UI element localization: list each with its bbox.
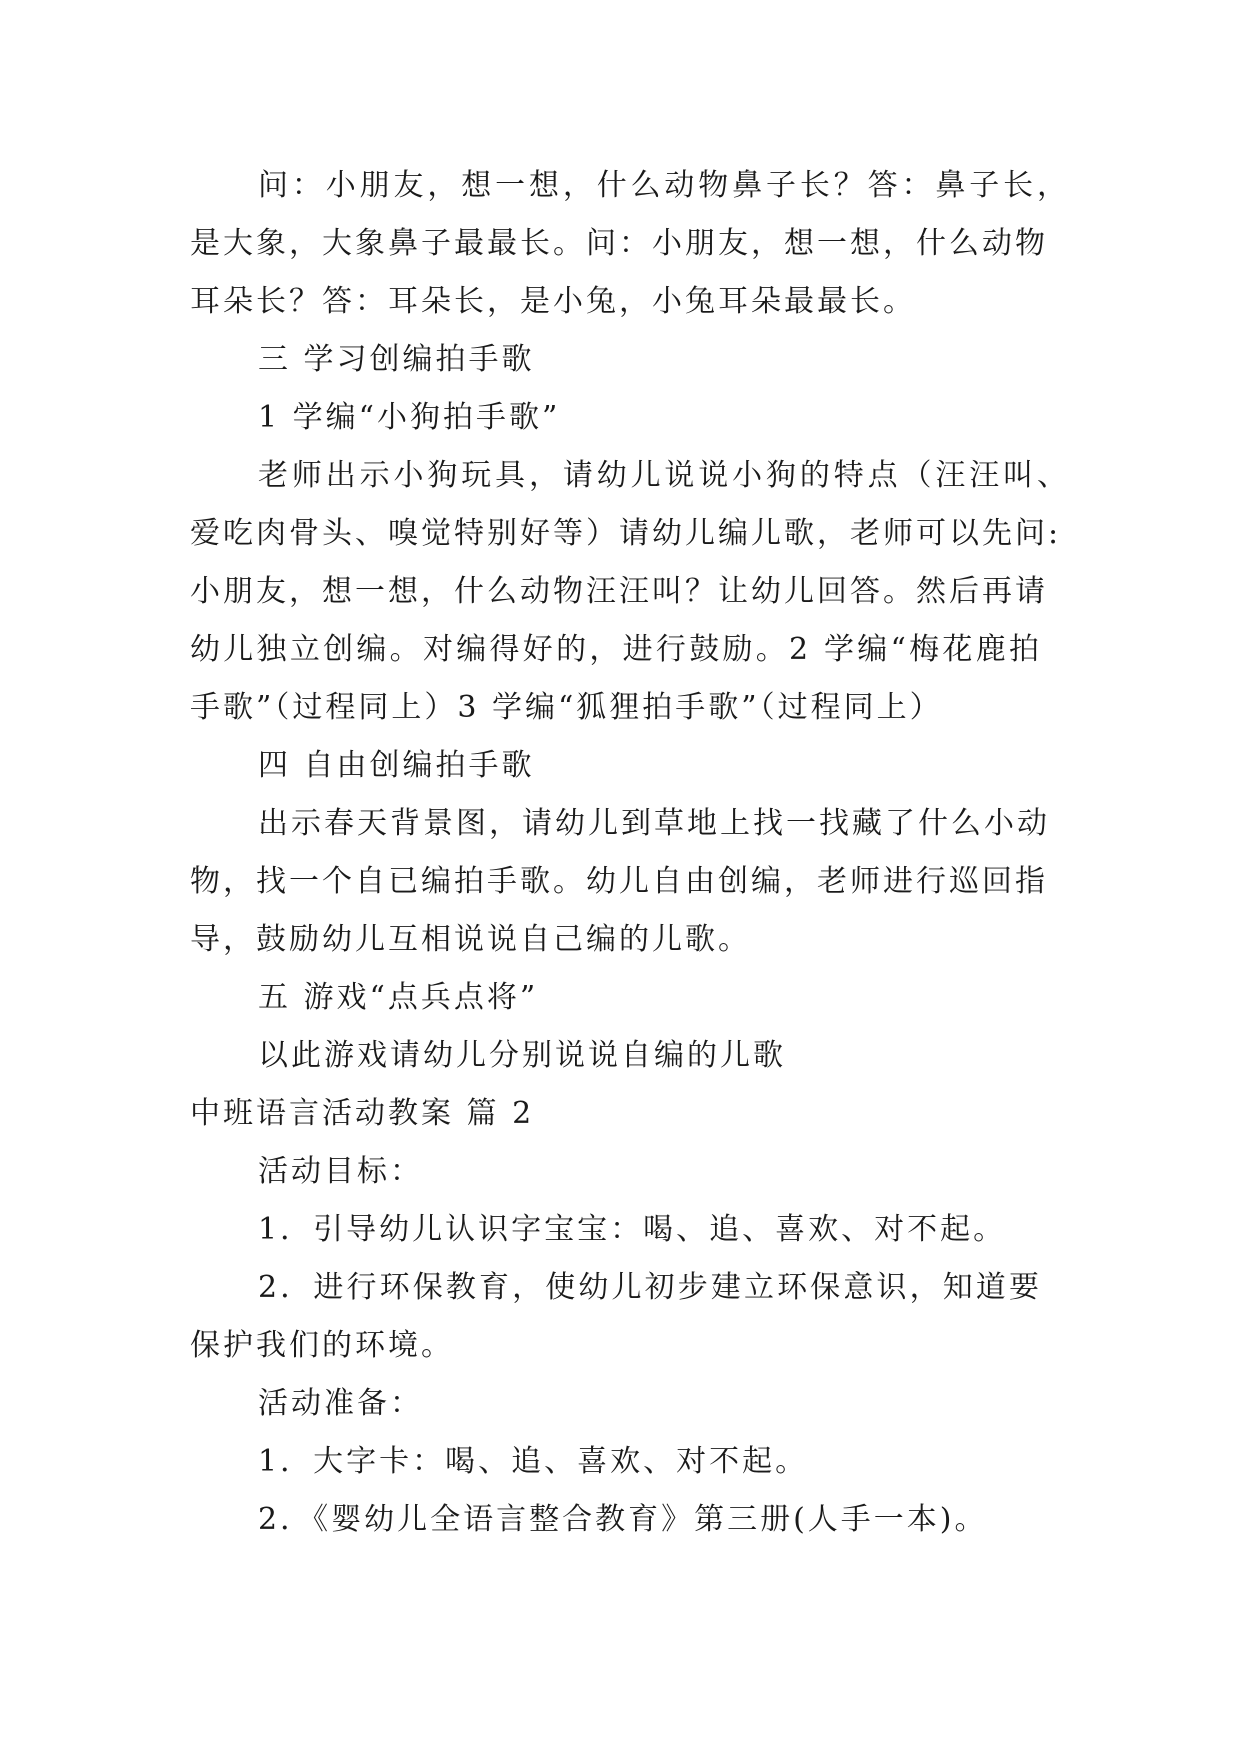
paragraph-line: 以此游戏请幼儿分别说说自编的儿歌 [258,1038,786,1073]
paragraph-line: 老师出示小狗玩具，请幼儿说说小狗的特点（汪汪叫、 [258,458,1070,493]
section-heading: 活动目标： [258,1154,423,1189]
list-item: 2．《婴幼儿全语言整合教育》第三册(人手一本)。 [258,1502,988,1537]
paragraph-line: 爱吃肉骨头、嗅觉特别好等）请幼儿编儿歌，老师可以先问: [190,516,1062,551]
document-title: 中班语言活动教案 篇 2 [190,1096,535,1131]
paragraph-line: 导，鼓励幼儿互相说说自己编的儿歌。 [190,922,751,957]
section-heading: 三 学习创编拍手歌 [258,342,535,377]
section-heading: 五 游戏“点兵点将” [258,980,539,1015]
paragraph-line: 是大象，大象鼻子最最长。问：小朋友，想一想，什么动物 [190,226,1048,261]
list-item-continuation: 保护我们的环境。 [190,1328,454,1363]
list-item: 2．进行环保教育，使幼儿初步建立环保意识，知道要 [258,1270,1042,1305]
paragraph-line: 出示春天背景图，请幼儿到草地上找一找藏了什么小动 [258,806,1050,841]
paragraph-line: 问：小朋友，想一想，什么动物鼻子长？答：鼻子长， [258,168,1070,203]
section-heading: 活动准备： [258,1386,423,1421]
section-heading: 四 自由创编拍手歌 [258,748,535,783]
paragraph-line: 耳朵长？答：耳朵长，是小兔，小兔耳朵最最长。 [190,284,916,319]
paragraph-line: 小朋友，想一想，什么动物汪汪叫？让幼儿回答。然后再请 [190,574,1048,609]
paragraph-line: 幼儿独立创编。对编得好的，进行鼓励。2 学编“梅花鹿拍 [190,632,1042,667]
subsection-heading: 1 学编“小狗拍手歌” [258,400,561,435]
paragraph-line: 手歌”（过程同上）3 学编“狐狸拍手歌”（过程同上） [190,690,943,725]
list-item: 1．引导幼儿认识字宝宝：喝、追、喜欢、对不起。 [258,1212,1007,1247]
paragraph-line: 物，找一个自已编拍手歌。幼儿自由创编，老师进行巡回指 [190,864,1048,899]
list-item: 1．大字卡：喝、追、喜欢、对不起。 [258,1444,809,1479]
